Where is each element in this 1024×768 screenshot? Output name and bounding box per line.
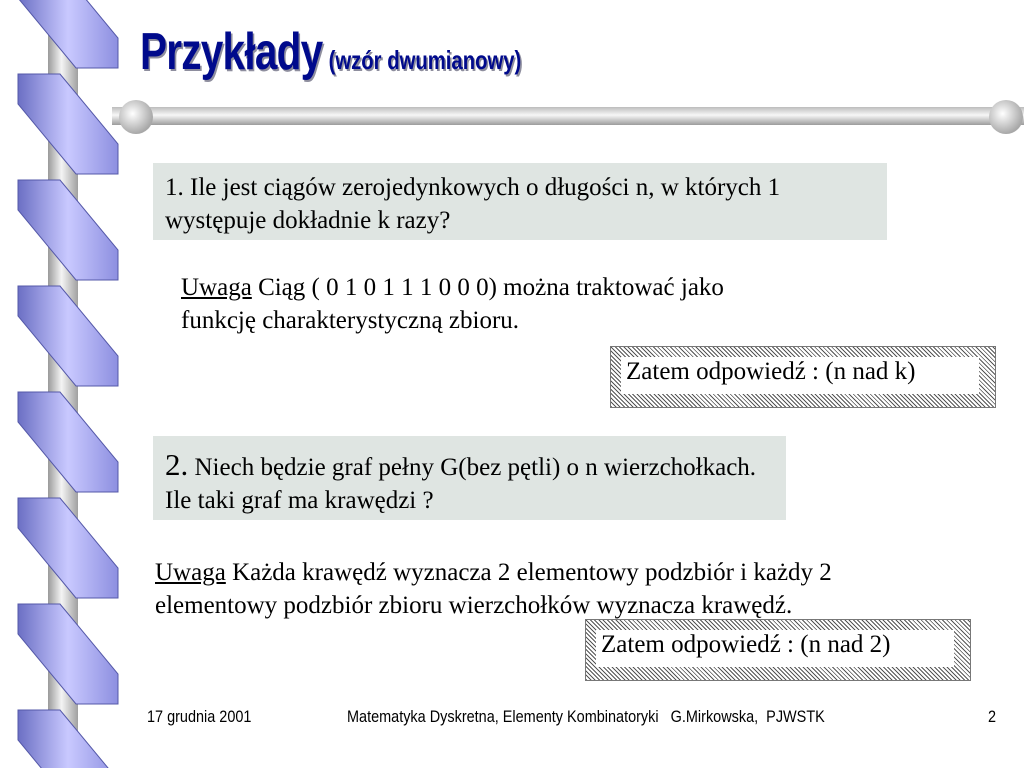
- page-title: [140, 22, 521, 82]
- footer-course-info: Matematyka Dyskretna, Elementy Kombinatoryki G.Mirkowska, PJWSTK: [347, 707, 825, 726]
- note-2-text: Każda krawędź wyznacza 2 elementowy podzbiór i każdy 2 elementowy podzbiór zbioru wierzchołków wyznacza krawędź.: [155, 559, 832, 619]
- note-2-label: Uwaga: [155, 559, 226, 586]
- question-1-box: [153, 163, 887, 240]
- answer-1-text: Zatem odpowiedź : (n nad k): [621, 357, 979, 394]
- decorative-horizontal-rod: [112, 99, 1024, 139]
- title-subtitle: (wzór dwumianowy): [328, 45, 522, 75]
- answer-1-box: [610, 346, 996, 408]
- title-main: Przykłady: [140, 23, 323, 81]
- question-2-box: [153, 436, 786, 520]
- note-2: [155, 556, 855, 622]
- question-1-text: 1. Ile jest ciągów zerojedynkowych o długości n, w których 1 występuje dokładnie k razy?: [165, 174, 781, 234]
- footer-page-number: 2: [988, 707, 997, 726]
- note-1: [181, 271, 801, 337]
- footer-date: 17 grudnia 2001: [147, 707, 252, 726]
- note-1-label: Uwaga: [181, 274, 252, 301]
- answer-2-box: [585, 619, 971, 681]
- answer-2-text: Zatem odpowiedź : (n nad 2): [596, 630, 954, 667]
- question-2-number: 2.: [165, 447, 189, 482]
- question-2-text: Niech będzie graf pełny G(bez pętli) o n wierzchołkach. Ile taki graf ma krawędzi ?: [165, 454, 757, 514]
- decorative-ribbon-pole: [0, 0, 130, 768]
- note-1-text: Ciąg ( 0 1 0 1 1 1 0 0 0) można traktować jako funkcję charakterystyczną zbioru.: [181, 274, 731, 334]
